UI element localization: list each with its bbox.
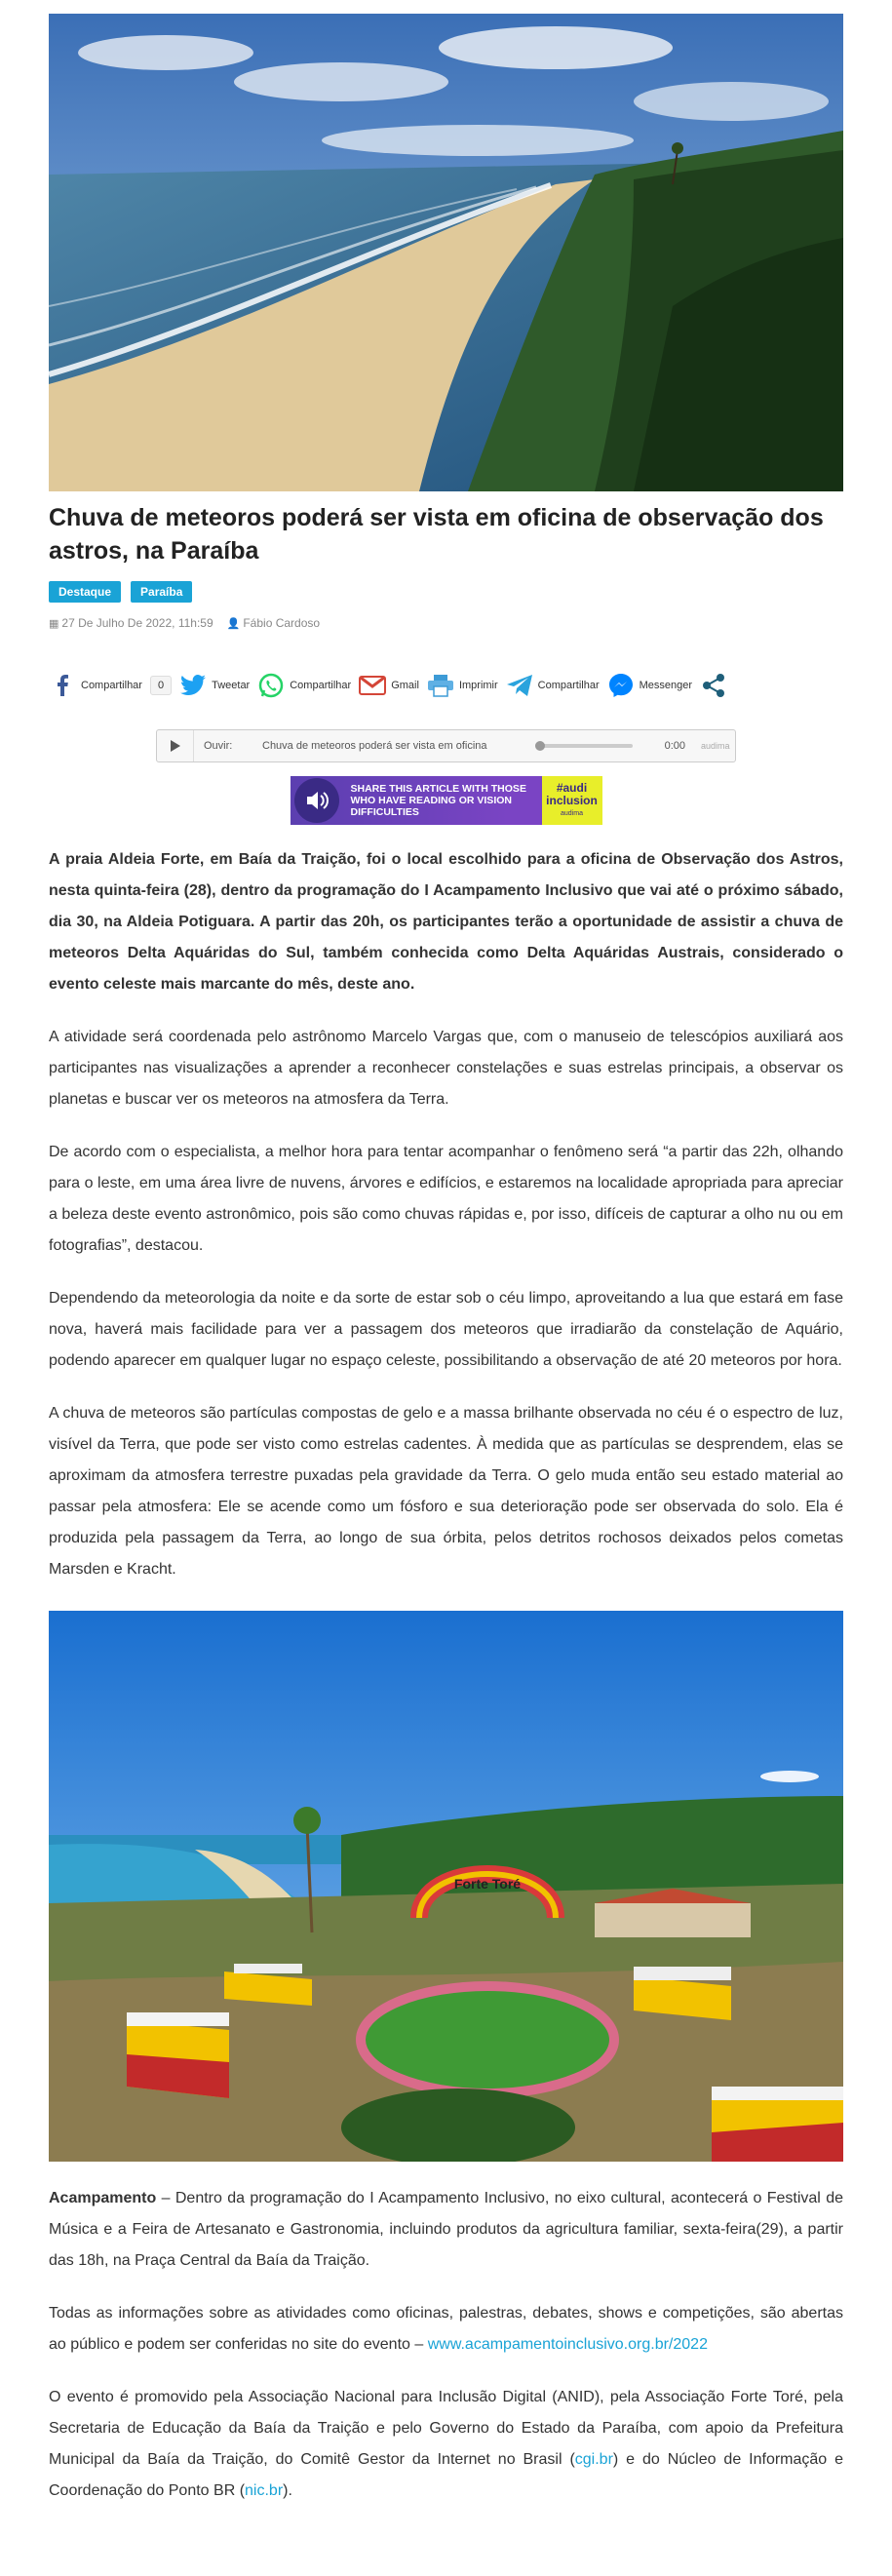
top-spacer xyxy=(49,0,843,14)
player-label: Ouvir: xyxy=(204,740,233,752)
category-tag-destaque[interactable]: Destaque xyxy=(49,581,121,603)
banner-logo-sub: audima xyxy=(561,810,583,817)
calendar-icon: ▦ xyxy=(49,618,59,630)
speaker-icon xyxy=(294,778,339,823)
event-photo xyxy=(49,1611,843,2162)
share-facebook-label: Compartilhar xyxy=(81,680,142,691)
share-telegram-button[interactable] xyxy=(506,672,600,699)
article-paragraph-3: De acordo com o especialista, a melhor hora para tentar acompanhar o fenômeno será “a partir das 22h, olhando para o leste, em uma área livre de nuvens, árvores e edifícios, e estaremos na localidade apropriada para apreciar a beleza deste evento astronômico, pois são como chuvas rápidas e, por isso, difíceis de capturar a olho nu ou em fotografias”, destacou. xyxy=(49,1144,843,1254)
player-brand[interactable]: audima xyxy=(701,741,730,751)
share-messenger-label: Messenger xyxy=(639,680,693,691)
article-author[interactable]: Fábio Cardoso xyxy=(243,616,321,630)
article-title: Chuva de meteoros poderá ser vista em oficina de observação dos astros, na Paraíba xyxy=(49,504,824,565)
paragraph-8-text-c: ). xyxy=(283,2482,292,2499)
player-progress-slider[interactable] xyxy=(535,744,633,748)
category-list xyxy=(49,581,843,603)
event-website-link[interactable]: www.acampamentoinclusivo.org.br/2022 xyxy=(427,2336,708,2353)
category-tag-paraiba[interactable]: Paraíba xyxy=(131,581,192,603)
article-paragraph-5: A chuva de meteoros são partículas compostas de gelo e a massa brilhante observada no céu é o espectro de luz, visível da Terra, que pode ser visto como estrelas cadentes. À medida que as partículas se desprendem, elas se aproximam da atmosfera terrestre puxadas pela gravidade da Terra. O gelo muda então seu estado material ao passar pela atmosfera: Ele se acende como um fósforo e sua deterioração pode ser observada do solo. Ela é produzida pela passagem da Terra, ao longo de sua órbita, pelos detritos rochosos deixados pelos cometas Marsden e Kracht. xyxy=(49,1405,843,1578)
play-button[interactable] xyxy=(157,730,194,761)
user-icon: 👤 xyxy=(226,618,241,630)
audio-player xyxy=(156,729,736,762)
telegram-icon xyxy=(506,672,533,699)
article-paragraph-6 xyxy=(49,2183,843,2277)
article-paragraph-7 xyxy=(49,2298,843,2361)
nic-link[interactable]: nic.br xyxy=(245,2482,284,2499)
paragraph-8-text-b: ) e do Núcleo de Informação e Coordenação do Ponto BR ( xyxy=(49,2451,844,2499)
printer-icon xyxy=(427,672,454,699)
share-whatsapp-label: Compartilhar xyxy=(290,680,352,691)
article-paragraph-4: Dependendo da meteorologia da noite e da sorte de estar sob o céu limpo, aproveitando a lua que estará em fase nova, haverá mais facilidade para ver a passagem dos meteoros que irradiarão da constelação de Aquário, podendo aparecer em qualquer lugar no espaço celeste, possibilitando a observação de até 20 meteoros por hora. xyxy=(49,1290,843,1369)
accessibility-banner[interactable] xyxy=(291,776,602,825)
gmail-icon xyxy=(359,672,386,699)
paragraph-6-text: – Dentro da programação do I Acampamento Inclusivo, no eixo cultural, acontecerá o Festival de Música e a Feira de Artesanato e Gastronomia, incluindo produtos da agricultura familiar, sexta-feira(29), a partir das 18h, na Praça Central da Baía da Traição. xyxy=(49,2190,843,2269)
banner-logo xyxy=(542,776,602,825)
share-more-button[interactable] xyxy=(700,672,727,699)
author-meta xyxy=(227,616,320,630)
share-print-label: Imprimir xyxy=(458,680,498,691)
player-time: 0:00 xyxy=(664,740,685,752)
article-lead-paragraph: A praia Aldeia Forte, em Baía da Traição, foi o local escolhido para a oficina de Observação dos Astros, nesta quinta-feira (28), dentro da programação do I Acampamento Inclusivo que vai até o próximo sábado, dia 30, na Aldeia Potiguara. A partir das 20h, os participantes terão a oportunidade de assistir a chuva de meteoros Delta Aquáridas do Sul, também conhecida como Delta Aquáridas Austrais, considerado o evento celeste mais marcante do mês, deste ano. xyxy=(49,851,843,993)
share-gmail-button[interactable] xyxy=(359,672,419,699)
share-icon xyxy=(700,672,727,699)
share-messenger-button[interactable] xyxy=(607,672,692,699)
paragraph-6-lead: Acampamento xyxy=(49,2190,157,2206)
article-paragraph-8 xyxy=(49,2382,843,2507)
share-telegram-label: Compartilhar xyxy=(537,680,600,691)
share-twitter-label: Tweetar xyxy=(212,680,251,691)
share-gmail-label: Gmail xyxy=(391,680,419,691)
sign-text: Forte Toré xyxy=(453,1876,522,1892)
paragraph-8-text-a: O evento é promovido pela Associação Nacional para Inclusão Digital (ANID), pela Associação Forte Toré, pela Secretaria de Educação da Baía da Traição e pelo Governo do Estado da Paraíba, com apoio da Prefeitura Municipal da Baía da Traição, do Comitê Gestor da Internet no Brasil ( xyxy=(49,2389,843,2468)
twitter-icon xyxy=(179,672,207,699)
share-bar xyxy=(49,669,843,702)
article-meta xyxy=(49,616,843,630)
whatsapp-icon xyxy=(257,672,285,699)
play-icon xyxy=(170,739,181,753)
share-twitter-button[interactable] xyxy=(179,672,250,699)
share-whatsapp-button[interactable] xyxy=(257,672,351,699)
date-meta xyxy=(49,616,213,630)
banner-logo-text: #audi inclusion xyxy=(546,781,598,807)
messenger-icon xyxy=(607,672,635,699)
cgi-link[interactable]: cgi.br xyxy=(574,2451,613,2468)
article-date: 27 De Julho De 2022, 11h:59 xyxy=(61,616,213,630)
banner-text: SHARE THIS ARTICLE WITH THOSE WHO HAVE READING OR VISION DIFFICULTIES xyxy=(350,783,526,818)
facebook-icon xyxy=(49,672,76,699)
hero-image xyxy=(49,14,843,491)
player-track-title: Chuva de meteoros poderá ser vista em oficina xyxy=(262,740,487,752)
share-print-button[interactable] xyxy=(427,672,498,699)
paragraph-7-text: Todas as informações sobre as atividades como oficinas, palestras, debates, shows e competições, são abertas ao público e podem ser conferidas no site do evento – xyxy=(49,2305,843,2353)
share-facebook-button[interactable] xyxy=(49,672,142,699)
share-count-badge: 0 xyxy=(150,676,172,695)
article-paragraph-2: A atividade será coordenada pelo astrônomo Marcelo Vargas que, com o manuseio de telescópios auxiliará aos participantes nas visualizações a aprender a reconhecer constelações e suas estrelas principais, a observar os planetas e buscar ver os meteoros na atmosfera da Terra. xyxy=(49,1029,843,1108)
